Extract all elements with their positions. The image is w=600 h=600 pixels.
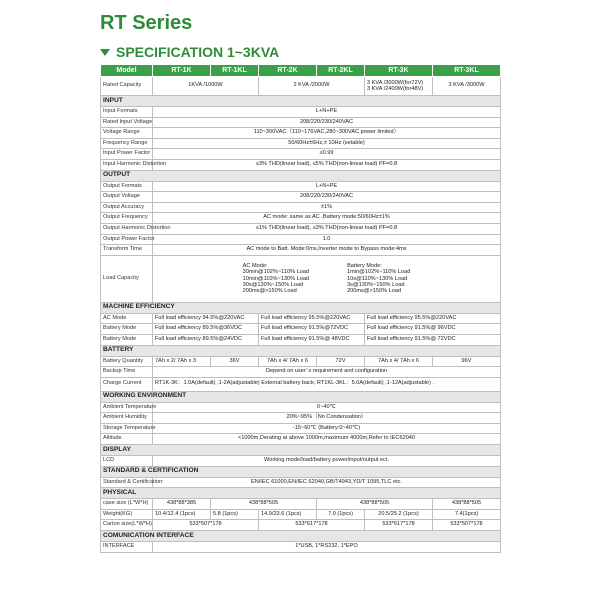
section-output-title: OUTPUT [101, 170, 501, 181]
spec-row [101, 159, 501, 170]
spec-row [101, 423, 501, 434]
row-value: 20.5/25.2 (1pcs) [365, 509, 433, 520]
spec-row [101, 223, 501, 234]
row-value: 5.8 (1pcs) [211, 509, 259, 520]
row-label: AC Mode [101, 313, 153, 324]
section-output [101, 170, 501, 181]
row-label: Output Voltage [101, 192, 153, 203]
row-value: 1.0 [153, 234, 501, 245]
spec-row [101, 377, 501, 391]
row-label: Carton size(L*W*H) [101, 520, 153, 531]
row-value: 438*88*505 [317, 499, 433, 510]
rated-capacity-label: Rated Capacity [101, 77, 153, 96]
model-header-row [101, 65, 501, 77]
spec-row [101, 245, 501, 256]
spec-row [101, 181, 501, 192]
row-value: ≤1% THD(linear load), ≤3% THD(non-linear load) PF=0.8 [153, 223, 501, 234]
row-value: Depend on user' s requirement and configuration [153, 367, 501, 378]
load-capacity-row [101, 255, 501, 302]
spec-row [101, 499, 501, 510]
row-value: 533*507*178 [433, 520, 501, 531]
col-rt-2kl: RT-2KL [317, 65, 365, 77]
spec-row [101, 107, 501, 118]
row-label: Charge Current [101, 377, 153, 391]
rated-capacity-3k [365, 77, 433, 96]
spec-row [101, 334, 501, 345]
row-label: INTERFACE [101, 542, 153, 553]
spec-row [101, 509, 501, 520]
row-label: Transform Time [101, 245, 153, 256]
rated-capacity-1k: 1KVA /1000W [153, 77, 259, 96]
col-rt-1k: RT-1K [153, 65, 211, 77]
row-value: <1000m,Derating at above 1000m,maximum 4000m,Refer to IEC62040 [153, 434, 501, 445]
row-value: 438*88*385 [153, 499, 211, 510]
section-display-title: DISPLAY [101, 445, 501, 456]
row-label: Ambient Humidity [101, 413, 153, 424]
rated-capacity-3k-b: 3 KVA /2400W(for48V) [367, 86, 424, 92]
section-physical [101, 488, 501, 499]
row-value: -15~60℃ (Battery:0~40℃) [153, 423, 501, 434]
load-capacity-value [153, 255, 501, 302]
row-label: Input Harmonic Distortion [101, 159, 153, 170]
spec-table [100, 64, 501, 553]
spec-row [101, 149, 501, 160]
section-standard-title: STANDARD & CERTIFICATION [101, 466, 501, 477]
row-value: Full load efficiency 95.5%@220VAC [259, 313, 365, 324]
load-capacity-ac: AC Mode: 30min@102%~110% Load 10min@110%~130% Load 30s@130%~150% Load 200ms@>150% Load [242, 262, 310, 295]
spec-row [101, 434, 501, 445]
row-value: Full load efficiency 91.5%@ 72VDC [365, 334, 501, 345]
row-value: 7Ah x 4/ 7Ah x 6 [365, 356, 433, 367]
spec-title [100, 44, 279, 60]
row-label: LCD [101, 456, 153, 467]
row-value: 208/220/230/240VAC [153, 117, 501, 128]
row-value: ≤3% THD(linear load), ≤5% THD(non-linear load) PF=0.8 [153, 159, 501, 170]
row-label: Ambient Temperature [101, 402, 153, 413]
row-value: 20%~95%（No Condensation） [153, 413, 501, 424]
row-label: Battery Quantity [101, 356, 153, 367]
spec-row [101, 477, 501, 488]
col-rt-3kl: RT-3KL [433, 65, 501, 77]
section-display [101, 445, 501, 456]
section-communication [101, 531, 501, 542]
section-environment-title: WORKING ENVIRONMENT [101, 391, 501, 402]
load-capacity-battery: Battery Mode: 1min@102%~110% Load 10s@110%~130% Load 3s@130%~150% Load 200ms@>150% Load [347, 262, 411, 295]
row-value: 208/220/230/240VAC [153, 192, 501, 203]
section-communication-title: COMUNICATION INTERFACE [101, 531, 501, 542]
row-label: Standard & Certification: [101, 477, 153, 488]
row-label: Rated Input Voltage [101, 117, 153, 128]
spec-title-text: SPECIFICATION 1~3KVA [116, 44, 280, 60]
spec-row [101, 117, 501, 128]
row-value: AC mode to Batt. Mode:0ms,Inverter mode to Bypass mode:4ms [153, 245, 501, 256]
row-label: Output Formats [101, 181, 153, 192]
row-value: Full load efficiency 95.5%@220VAC [365, 313, 501, 324]
row-value: 7Ah x 2/ 7Ah x 3 [153, 356, 211, 367]
section-battery [101, 345, 501, 356]
model-header: Model [101, 65, 153, 77]
row-value: L+N+PE [153, 107, 501, 118]
row-value: 110~300VAC（110~176VAC,280~300VAC power limited） [153, 128, 501, 139]
section-physical-title: PHYSICAL [101, 488, 501, 499]
row-value: 0~40℃ [153, 402, 501, 413]
row-value: Full load efficiency 91.5%@ 96VDC [365, 324, 501, 335]
row-label: Output Accuracy [101, 202, 153, 213]
spec-row [101, 367, 501, 378]
row-value: AC mode: same as AC ,Battery mode:50/60Hz±1% [153, 213, 501, 224]
row-label: Input Formats [101, 107, 153, 118]
row-value: Full load efficiency 89.5%@24VDC [153, 334, 259, 345]
row-value: ≥0.99 [153, 149, 501, 160]
row-label: case size (L*W*H) [101, 499, 153, 510]
spec-row [101, 542, 501, 553]
series-title: RT Series [100, 12, 193, 34]
row-value: 533*617*178 [259, 520, 365, 531]
spec-row [101, 234, 501, 245]
row-label: Frequency Range [101, 138, 153, 149]
spec-row [101, 520, 501, 531]
row-label: Output Frequency [101, 213, 153, 224]
row-value: 72V [317, 356, 365, 367]
col-rt-3k: RT-3K [365, 65, 433, 77]
row-value: Full load efficiency 94.5%@220VAC [153, 313, 259, 324]
rated-capacity-3k-a: 3 KVA /3000W(for72V) [367, 79, 424, 86]
row-value: 96V [433, 356, 501, 367]
section-environment [101, 391, 501, 402]
spec-row [101, 192, 501, 203]
spec-row [101, 356, 501, 367]
row-label: Backup Time [101, 367, 153, 378]
row-value: 50/60Hz±6Hz,± 10Hz (setable) [153, 138, 501, 149]
row-label: Storage Temperature [101, 423, 153, 434]
spec-row [101, 456, 501, 467]
section-efficiency-title: MACHINE EFFICIENCY [101, 302, 501, 313]
row-value: L+N+PE [153, 181, 501, 192]
load-capacity-label: Load Capacity [101, 255, 153, 302]
rated-capacity-row [101, 77, 501, 96]
row-label: Output Power Factor [101, 234, 153, 245]
spec-row [101, 402, 501, 413]
row-label: Output Harmonic Distortion [101, 223, 153, 234]
row-value: Full load efficiency 91.5%@ 48VDC [259, 334, 365, 345]
row-value: ±1% [153, 202, 501, 213]
spec-row [101, 413, 501, 424]
section-input-title: INPUT [101, 96, 501, 107]
spec-row [101, 213, 501, 224]
row-value: 1*USB, 1*RS232, 1*EPO [153, 542, 501, 553]
row-value: RT1K-3K：1.0A(default) ,1-2A(adjustable) External battery back; RT1KL-3KL：5.0A(default) ,1-12A(adjustable) . [153, 377, 501, 391]
row-value: 7Ah x 4/ 7Ah x 6 [259, 356, 317, 367]
section-efficiency [101, 302, 501, 313]
row-value: 7.4(1pcs) [433, 509, 501, 520]
row-value: 10.4/12.4 (1pcs) [153, 509, 211, 520]
row-label: Input Power Factor [101, 149, 153, 160]
rated-capacity-3kl: 3 KVA /3000W [433, 77, 501, 96]
section-standard [101, 466, 501, 477]
row-value: Working mode/load/battery power/input/output ect. [153, 456, 501, 467]
row-label: Voltage Range [101, 128, 153, 139]
row-label: Battery Mode [101, 324, 153, 335]
row-value: 36V [211, 356, 259, 367]
row-value: 7.0 (1pcs) [317, 509, 365, 520]
row-label: Weight(KG) [101, 509, 153, 520]
spec-row [101, 313, 501, 324]
row-label: Altitude [101, 434, 153, 445]
row-value: 438*88*505 [211, 499, 317, 510]
row-value: 438*88*505 [433, 499, 501, 510]
triangle-down-icon [100, 49, 110, 56]
row-value: 533*507*178 [153, 520, 259, 531]
section-battery-title: BATTERY [101, 345, 501, 356]
row-value: Full load efficiency 89.5%@36VDC [153, 324, 259, 335]
spec-row [101, 202, 501, 213]
col-rt-1kl: RT-1KL [211, 65, 259, 77]
spec-row [101, 324, 501, 335]
col-rt-2k: RT-2K [259, 65, 317, 77]
spec-row [101, 128, 501, 139]
section-input [101, 96, 501, 107]
row-value: 533*617*178 [365, 520, 433, 531]
spec-row [101, 138, 501, 149]
row-value: Full load efficiency 91.5%@72VDC [259, 324, 365, 335]
rated-capacity-2k: 2 KVA /2000W [259, 77, 365, 96]
row-value: EN/IEC 61000,EN/IEC 62040,GB/T4943,YD/T 1095,TLC etc. [153, 477, 501, 488]
row-label: Battery Mode [101, 334, 153, 345]
row-value: 14.9/23.6 (1pcs) [259, 509, 317, 520]
